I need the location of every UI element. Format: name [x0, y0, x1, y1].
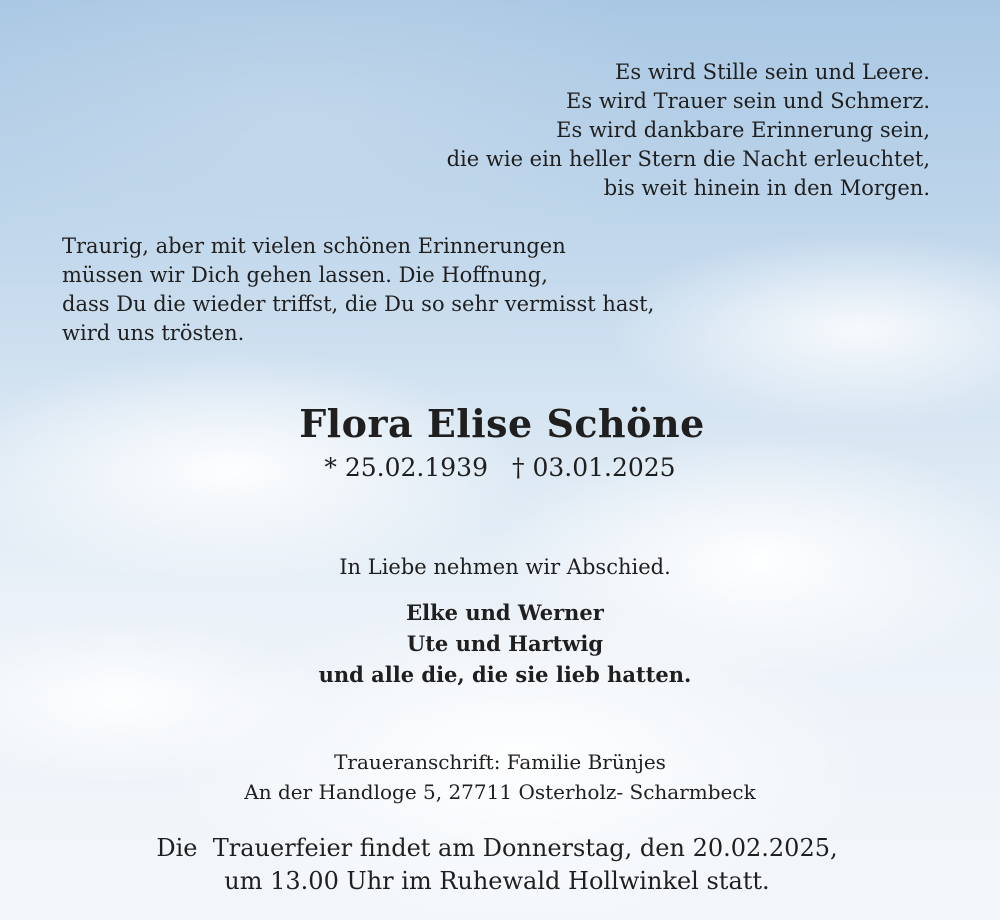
mourning-address	[0, 747, 1000, 807]
intro-line: müssen wir Dich gehen lassen. Die Hoffnung,	[62, 263, 548, 287]
birth-date: * 25.02.1939	[324, 453, 488, 482]
poem-line: Es wird dankbare Erinnerung sein,	[556, 118, 930, 142]
poem-line: bis weit hinein in den Morgen.	[603, 176, 930, 200]
poem	[447, 58, 930, 203]
poem-line: Es wird Trauer sein und Schmerz.	[566, 89, 930, 113]
intro-line: wird uns trösten.	[62, 321, 245, 345]
ceremony-line: um 13.00 Uhr im Ruhewald Hollwinkel statt.	[224, 867, 770, 895]
address-line: An der Handloge 5, 27711 Osterholz- Scharmbeck	[244, 780, 756, 804]
mourner-line: Ute und Hartwig	[406, 631, 604, 656]
intro-text	[62, 232, 654, 348]
mourner-line: und alle die, die sie lieb hatten.	[318, 662, 692, 687]
farewell-line: In Liebe nehmen wir Abschied.	[339, 555, 671, 579]
intro-line: Traurig, aber mit vielen schönen Erinnerungen	[62, 234, 566, 258]
poem-line: Es wird Stille sein und Leere.	[615, 60, 930, 84]
address-line: Traueranschrift: Familie Brünjes	[334, 750, 666, 774]
life-dates	[0, 450, 1000, 486]
death-date: † 03.01.2025	[512, 453, 676, 482]
intro-line: dass Du die wieder triffst, die Du so sehr vermisst hast,	[62, 292, 655, 316]
deceased-name: Flora Elise Schöne	[299, 401, 705, 446]
poem-line: die wie ein heller Stern die Nacht erleuchtet,	[446, 147, 930, 171]
ceremony-info	[0, 832, 997, 898]
mourner-line: Elke und Werner	[406, 600, 604, 625]
ceremony-line: Die Trauerfeier findet am Donnerstag, den 20.02.2025,	[156, 834, 838, 862]
mourners	[5, 597, 1000, 690]
